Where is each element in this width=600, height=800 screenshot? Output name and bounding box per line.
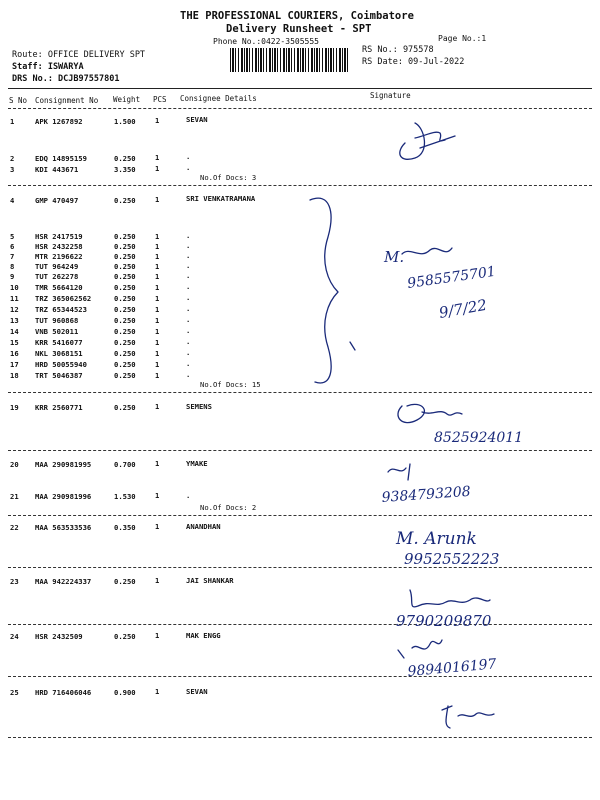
row-consignee: . xyxy=(186,337,191,346)
row-pcs: 1 xyxy=(155,371,160,380)
row-consignment: TUT 964249 xyxy=(35,262,79,271)
row-consignee: SEVAN xyxy=(186,115,208,124)
row-consignee: . xyxy=(186,261,191,270)
row-consignment: MAA 942224337 xyxy=(35,577,92,586)
row-sno: 2 xyxy=(10,154,15,163)
row-sno: 7 xyxy=(10,252,15,261)
docs-count: No.Of Docs: 15 xyxy=(200,380,261,389)
row-weight: 0.250 xyxy=(114,360,136,369)
row-divider xyxy=(8,737,592,738)
svg-text:9384793208: 9384793208 xyxy=(381,483,472,506)
signature-6 xyxy=(390,580,530,632)
row-pcs: 1 xyxy=(155,360,160,369)
document-title: Delivery Runsheet - SPT xyxy=(226,23,372,35)
row-consignee: ANANDHAN xyxy=(186,522,221,531)
col-sno: S No xyxy=(9,96,28,105)
row-divider xyxy=(8,392,592,393)
row-weight: 0.350 xyxy=(114,523,136,532)
row-consignment: KRR 5416077 xyxy=(35,338,83,347)
row-pcs: 1 xyxy=(155,459,160,468)
row-sno: 11 xyxy=(10,294,19,303)
row-consignment: HSR 2432509 xyxy=(35,632,83,641)
row-consignee: JAI SHANKAR xyxy=(186,576,234,585)
svg-text:9/7/22: 9/7/22 xyxy=(437,295,489,322)
row-consignment: HRD 716406046 xyxy=(35,688,92,697)
row-weight: 0.700 xyxy=(114,460,136,469)
row-sno: 10 xyxy=(10,283,19,292)
row-consignee: . xyxy=(186,251,191,260)
row-sno: 12 xyxy=(10,305,19,314)
row-sno: 1 xyxy=(10,117,15,126)
row-consignee: . xyxy=(186,370,191,379)
row-consignee: . xyxy=(186,241,191,250)
row-weight: 0.250 xyxy=(114,305,136,314)
row-pcs: 1 xyxy=(155,402,160,411)
col-consignment: Consignment No xyxy=(35,96,99,105)
row-consignee: SEMENS xyxy=(186,402,212,411)
row-consignee: SEVAN xyxy=(186,687,208,696)
row-sno: 17 xyxy=(10,360,19,369)
row-sno: 8 xyxy=(10,262,15,271)
row-pcs: 1 xyxy=(155,522,160,531)
page-number: Page No.:1 xyxy=(438,34,487,43)
row-consignment: MAA 563533536 xyxy=(35,523,92,532)
row-consignment: VNB 502011 xyxy=(35,327,79,336)
row-pcs: 1 xyxy=(155,294,160,303)
company-name: THE PROFESSIONAL COURIERS, Coimbatore xyxy=(180,10,414,22)
row-consignee: . xyxy=(186,326,191,335)
row-pcs: 1 xyxy=(155,327,160,336)
docs-count: No.Of Docs: 2 xyxy=(200,503,257,512)
row-sno: 15 xyxy=(10,338,19,347)
signature-5 xyxy=(392,520,572,570)
row-consignee: . xyxy=(186,315,191,324)
row-pcs: 1 xyxy=(155,687,160,696)
row-weight: 0.250 xyxy=(114,262,136,271)
row-divider xyxy=(8,185,592,186)
col-pcs: PCS xyxy=(153,95,167,104)
row-consignment: GMP 470497 xyxy=(35,196,79,205)
row-pcs: 1 xyxy=(155,576,160,585)
row-pcs: 1 xyxy=(155,349,160,358)
grouping-brace xyxy=(300,192,370,392)
row-consignment: HSR 2432258 xyxy=(35,242,83,251)
row-weight: 1.530 xyxy=(114,492,136,501)
col-consignee: Consignee Details xyxy=(180,94,257,103)
row-consignee: . xyxy=(186,293,191,302)
row-weight: 0.250 xyxy=(114,338,136,347)
row-pcs: 1 xyxy=(155,242,160,251)
row-weight: 0.250 xyxy=(114,232,136,241)
row-pcs: 1 xyxy=(155,631,160,640)
signature-7 xyxy=(390,628,530,680)
row-consignment: HSR 2417519 xyxy=(35,232,83,241)
svg-text:9952552223: 9952552223 xyxy=(404,550,500,568)
row-weight: 0.250 xyxy=(114,577,136,586)
row-sno: 23 xyxy=(10,577,19,586)
row-pcs: 1 xyxy=(155,316,160,325)
row-consignment: TMR 5664120 xyxy=(35,283,83,292)
signature-4 xyxy=(378,458,518,510)
row-pcs: 1 xyxy=(155,252,160,261)
row-weight: 0.250 xyxy=(114,349,136,358)
svg-text:8525924011: 8525924011 xyxy=(434,430,524,446)
signature-8 xyxy=(436,696,516,736)
route-label: Route: OFFICE DELIVERY SPT xyxy=(12,50,146,60)
signature-1 xyxy=(385,108,465,168)
row-weight: 0.250 xyxy=(114,154,136,163)
row-weight: 0.250 xyxy=(114,327,136,336)
row-consignment: TRZ 65344523 xyxy=(35,305,87,314)
row-weight: 1.500 xyxy=(114,117,136,126)
row-consignee: . xyxy=(186,152,191,161)
barcode xyxy=(230,48,348,72)
row-weight: 0.250 xyxy=(114,196,136,205)
row-consignee: . xyxy=(186,359,191,368)
col-signature: Signature xyxy=(370,91,411,100)
staff-label: Staff: ISWARYA xyxy=(12,62,84,72)
row-weight: 0.250 xyxy=(114,242,136,251)
signature-3 xyxy=(392,396,562,451)
row-sno: 18 xyxy=(10,371,19,380)
docs-count: No.Of Docs: 3 xyxy=(200,173,257,182)
row-consignment: MAA 290981995 xyxy=(35,460,92,469)
row-consignment: HRD 50055940 xyxy=(35,360,87,369)
row-sno: 21 xyxy=(10,492,19,501)
row-consignee: YMAKE xyxy=(186,459,208,468)
row-consignee: . xyxy=(186,231,191,240)
row-consignment: APK 1267892 xyxy=(35,117,83,126)
row-consignee: . xyxy=(186,282,191,291)
row-sno: 4 xyxy=(10,196,15,205)
row-consignment: TUT 262278 xyxy=(35,272,79,281)
row-weight: 0.900 xyxy=(114,688,136,697)
row-consignment: TRZ 365062562 xyxy=(35,294,92,303)
row-pcs: 1 xyxy=(155,232,160,241)
col-weight: Weight xyxy=(113,95,141,104)
row-weight: 0.250 xyxy=(114,632,136,641)
svg-text:9894016197: 9894016197 xyxy=(406,656,498,680)
row-consignee: MAK ENGG xyxy=(186,631,221,640)
header-bottom-rule xyxy=(8,108,592,109)
row-consignment: MTR 2196622 xyxy=(35,252,83,261)
row-pcs: 1 xyxy=(155,491,160,500)
row-weight: 0.250 xyxy=(114,294,136,303)
row-pcs: 1 xyxy=(155,153,160,162)
svg-text:M. Arunk: M. Arunk xyxy=(396,529,477,549)
row-weight: 3.350 xyxy=(114,165,136,174)
row-sno: 19 xyxy=(10,403,19,412)
row-weight: 0.250 xyxy=(114,252,136,261)
svg-text:9585575701: 9585575701 xyxy=(406,263,497,292)
header-top-rule xyxy=(8,88,592,89)
row-pcs: 1 xyxy=(155,283,160,292)
row-pcs: 1 xyxy=(155,164,160,173)
row-pcs: 1 xyxy=(155,116,160,125)
row-pcs: 1 xyxy=(155,195,160,204)
row-sno: 20 xyxy=(10,460,19,469)
row-weight: 0.250 xyxy=(114,316,136,325)
svg-text:M.: M. xyxy=(384,248,405,266)
row-sno: 24 xyxy=(10,632,19,641)
row-consignment: KRR 2560771 xyxy=(35,403,83,412)
row-pcs: 1 xyxy=(155,305,160,314)
row-pcs: 1 xyxy=(155,272,160,281)
row-sno: 13 xyxy=(10,316,19,325)
signature-2 xyxy=(380,240,520,330)
rs-date: RS Date: 09-Jul-2022 xyxy=(362,57,465,67)
drs-number: DRS No.: DCJB97557801 xyxy=(12,74,120,84)
row-weight: 0.250 xyxy=(114,371,136,380)
row-weight: 0.250 xyxy=(114,272,136,281)
row-consignee: . xyxy=(186,304,191,313)
row-consignee: . xyxy=(186,491,191,500)
row-pcs: 1 xyxy=(155,338,160,347)
row-sno: 9 xyxy=(10,272,15,281)
row-sno: 25 xyxy=(10,688,19,697)
row-consignment: TRT 5046387 xyxy=(35,371,83,380)
row-weight: 0.250 xyxy=(114,403,136,412)
row-pcs: 1 xyxy=(155,262,160,271)
row-consignment: TUT 960868 xyxy=(35,316,79,325)
row-consignment: KDI 443671 xyxy=(35,165,79,174)
row-consignee: . xyxy=(186,348,191,357)
row-divider xyxy=(8,515,592,516)
row-sno: 5 xyxy=(10,232,15,241)
row-consignment: EDQ 14895159 xyxy=(35,154,87,163)
row-weight: 0.250 xyxy=(114,283,136,292)
row-sno: 6 xyxy=(10,242,15,251)
row-consignment: NKL 3068151 xyxy=(35,349,83,358)
rs-number: RS No.: 975578 xyxy=(362,45,434,55)
row-sno: 3 xyxy=(10,165,15,174)
phone-number: Phone No.:0422-3505555 xyxy=(213,37,319,46)
svg-text:9790209870: 9790209870 xyxy=(396,612,492,630)
row-consignee: . xyxy=(186,163,191,172)
row-consignment: MAA 290981996 xyxy=(35,492,92,501)
row-consignee: SRI VENKATRAMANA xyxy=(186,194,256,203)
row-sno: 22 xyxy=(10,523,19,532)
row-sno: 16 xyxy=(10,349,19,358)
row-sno: 14 xyxy=(10,327,19,336)
row-consignee: . xyxy=(186,271,191,280)
